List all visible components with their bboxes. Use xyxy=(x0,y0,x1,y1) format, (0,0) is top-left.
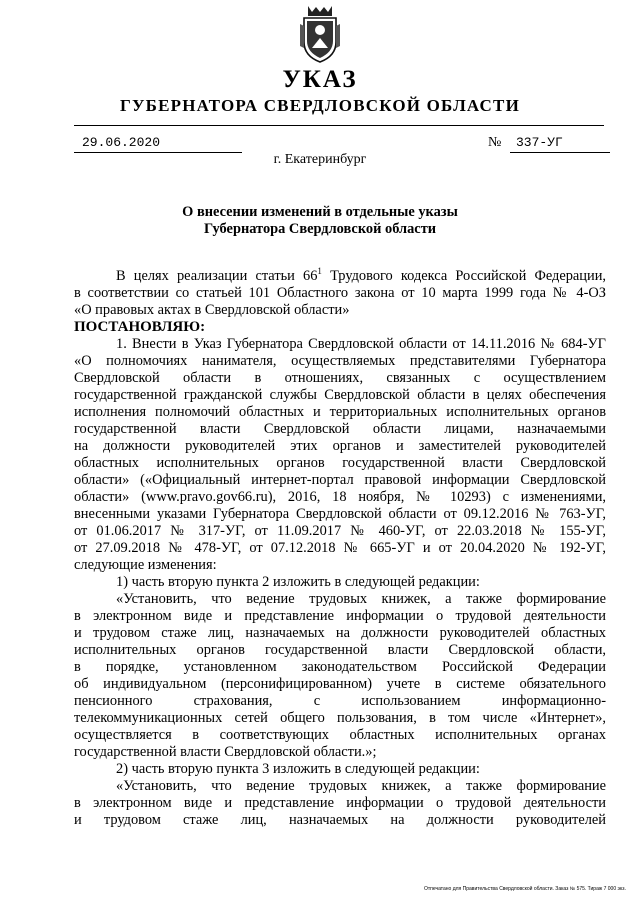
intro-line xyxy=(74,268,606,285)
date-number-row xyxy=(74,134,604,154)
quote-line: об индивидуальном (персонифицированном) учете в системе обязательного xyxy=(74,676,606,692)
intro-line: в соответствии со статьей 101 Областного закона от 10 марта 1999 года № 4-ОЗ xyxy=(74,285,606,301)
number-label: № xyxy=(488,135,502,150)
decree-date: 29.06.2020 xyxy=(74,134,242,153)
subitem-2 xyxy=(74,761,606,829)
paragraph-line: области» («Официальный интернет-портал правовой информации Свердловской xyxy=(74,472,606,488)
intro-line: «О правовых актах в Свердловской области» xyxy=(74,302,350,318)
heading-line: О внесении изменений в отдельные указы xyxy=(182,204,458,220)
header-divider xyxy=(74,125,604,126)
decree-number: 337-УГ xyxy=(510,134,610,153)
document-type-title: УКАЗ xyxy=(282,66,358,93)
item-1 xyxy=(74,336,606,574)
paragraph-line: на должности руководителей этих органов и заместителей руководителей xyxy=(74,438,606,454)
quote-line: в порядке, установленном законодательством Российской Федерации xyxy=(74,659,606,675)
paragraph-line: от 01.06.2017 № 317-УГ, от 11.09.2017 № 460-УГ, от 22.03.2018 № 155-УГ, xyxy=(74,523,606,539)
paragraph-line: следующие изменения: xyxy=(74,557,217,573)
heading-line: Губернатора Свердловской области xyxy=(203,221,437,237)
quote-line: и трудовом стаже лиц, назначаемых на должности руководителей xyxy=(74,812,606,828)
paragraph-line: от 27.09.2018 № 478-УГ, от 07.12.2018 № 665-УГ и от 20.04.2020 № 192-УГ, xyxy=(74,540,606,556)
paragraph-line: внесенными указами Губернатора Свердловской области от 09.12.2016 № 763-УГ, xyxy=(74,506,606,522)
intro-text: В целях реализации статьи 66 xyxy=(116,268,318,284)
subitem-intro: 1) часть вторую пункта 2 изложить в следующей редакции: xyxy=(116,574,480,590)
quote-line: государственной власти Свердловской области.»; xyxy=(74,744,377,760)
quote-line: в электронном виде и представление информации о трудовой деятельности xyxy=(74,795,606,811)
paragraph-line: Свердловской области в отношениях, связанных с осуществлением xyxy=(74,370,606,386)
document-body xyxy=(74,268,606,829)
city: г. Екатеринбург xyxy=(273,152,367,167)
article-superscript: 1 xyxy=(317,266,322,276)
paragraph-line: государственной власти Свердловской области лицами, назначаемыми xyxy=(74,421,606,437)
paragraph-line: области» (www.pravo.gov66.ru), 2016, 18 ноября, № 10293) с изменениями, xyxy=(74,489,606,505)
paragraph-line: исполнения полномочий областных и территориальных исполнительных органов xyxy=(74,404,606,420)
quote-line: «Установить, что ведение трудовых книжек, а также формирование xyxy=(116,778,606,794)
quote-line: пенсионного страхования, с использованием информационно- xyxy=(74,693,606,709)
paragraph-line: «О полномочиях нанимателя, осуществляемых представителями Губернатора xyxy=(74,353,606,369)
intro-text: Трудового кодекса Российской Федерации, xyxy=(321,268,607,284)
subitem-1 xyxy=(74,574,606,761)
paragraph-line: 1. Внести в Указ Губернатора Свердловской области от 14.11.2016 № 684-УГ xyxy=(116,336,606,352)
subitem-intro: 2) часть вторую пункта 3 изложить в следующей редакции: xyxy=(116,761,480,777)
paragraph-line: областных исполнительных органов государственной власти Свердловской xyxy=(74,455,606,471)
quote-line: осуществляется в соответствующих областных исполнительных органах xyxy=(74,727,606,743)
quote-line: телекоммуникационных сетей общего пользования, в том числе «Интернет», xyxy=(74,710,606,726)
coat-of-arms-icon xyxy=(298,4,342,64)
quote-line: и трудовом стаже лиц, назначаемых на должности руководителей областных xyxy=(74,625,606,641)
decree-word: ПОСТАНОВЛЯЮ: xyxy=(74,319,206,335)
document-heading xyxy=(0,204,640,238)
print-footer: Отпечатано для Правительства Свердловской области. Заказ № 575. Тираж 7 000 экз. xyxy=(424,886,626,892)
issuer-title: ГУБЕРНАТОРА СВЕРДЛОВСКОЙ ОБЛАСТИ xyxy=(119,96,521,115)
quote-line: в электронном виде и представление информации о трудовой деятельности xyxy=(74,608,606,624)
quote-line: исполнительных органов государственной власти Свердловской области, xyxy=(74,642,606,658)
quote-line: «Установить, что ведение трудовых книжек, а также формирование xyxy=(116,591,606,607)
paragraph-line: государственной гражданской службы Свердловской области в целях обеспечения xyxy=(74,387,606,403)
